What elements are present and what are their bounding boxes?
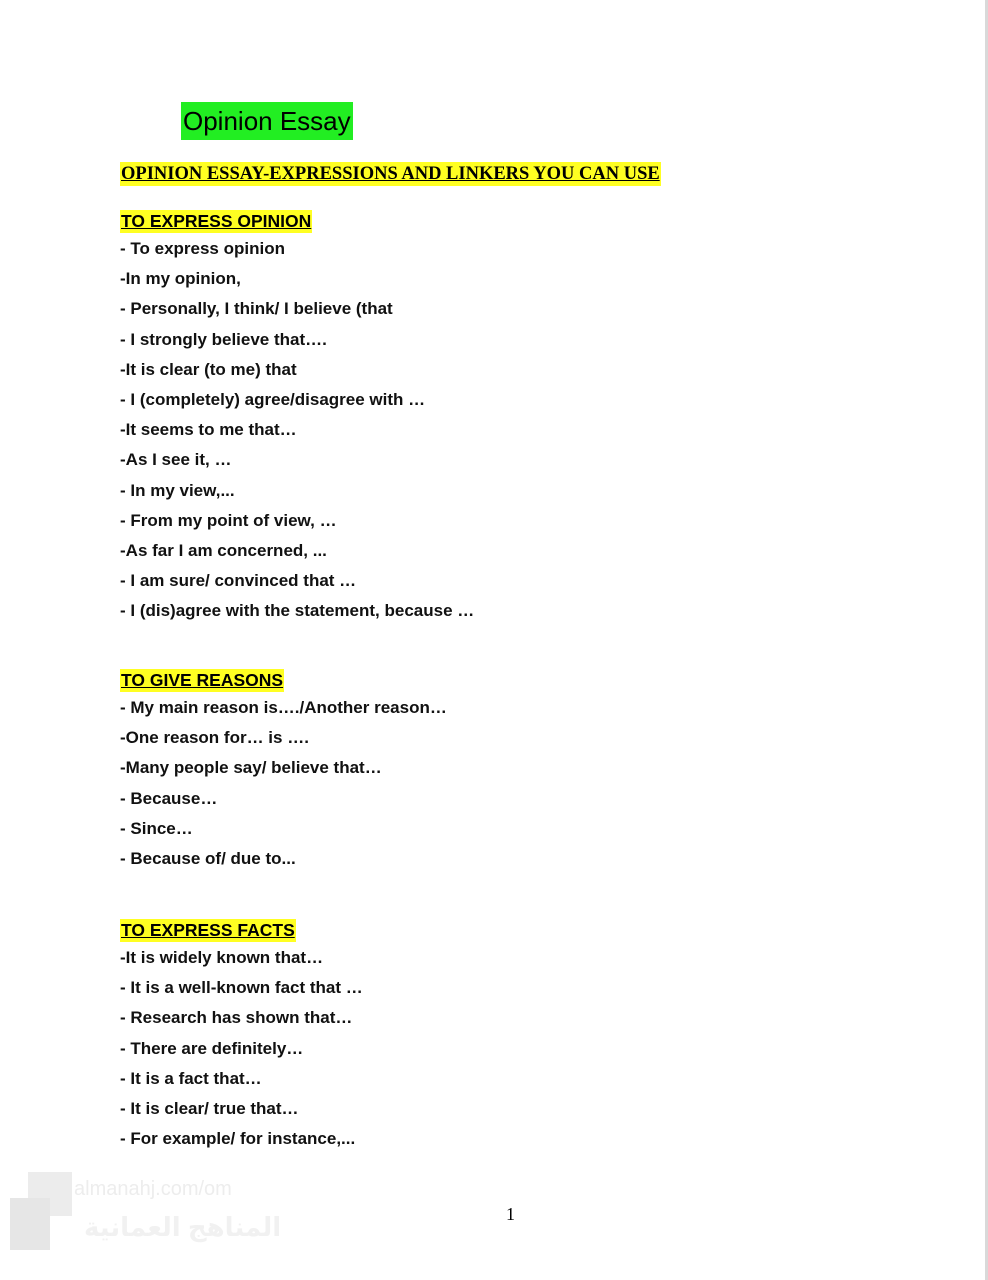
section-heading: TO EXPRESS FACTS xyxy=(121,920,295,940)
watermark-logo-block xyxy=(10,1198,50,1250)
section-express-opinion xyxy=(120,210,474,626)
section-heading: TO GIVE REASONS xyxy=(121,670,284,690)
list-item: -It is clear (to me) that xyxy=(120,359,297,379)
list-item: -In my opinion, xyxy=(120,269,241,289)
page-number: 1 xyxy=(506,1204,515,1224)
list-item: - From my point of view, … xyxy=(120,510,337,530)
watermark-arabic-text: المناهج العمانية xyxy=(84,1212,282,1242)
list-item: - I (dis)agree with the statement, because … xyxy=(120,601,475,621)
list-item: - I (completely) agree/disagree with … xyxy=(120,389,426,409)
list-item: - Research has shown that… xyxy=(120,1008,353,1028)
phrase-list xyxy=(120,693,447,874)
list-item: - Because of/ due to... xyxy=(120,848,296,868)
list-item: -As I see it, … xyxy=(120,450,232,470)
list-item: -It is widely known that… xyxy=(120,948,324,967)
list-item: - My main reason is…./Another reason… xyxy=(120,698,447,717)
list-item: - There are definitely… xyxy=(120,1038,304,1058)
list-item: -It seems to me that… xyxy=(120,420,297,440)
list-item: - It is a fact that… xyxy=(120,1068,262,1088)
list-item: - To express opinion xyxy=(120,239,285,258)
list-item: - It is a well-known fact that … xyxy=(120,978,363,998)
phrase-list xyxy=(120,234,474,626)
list-item: - I strongly believe that…. xyxy=(120,329,327,349)
list-item: - For example/ for instance,... xyxy=(120,1129,356,1149)
watermark-logo xyxy=(10,1172,72,1250)
section-give-reasons xyxy=(120,669,447,874)
list-item: - Personally, I think/ I believe (that xyxy=(120,299,393,319)
list-item: -One reason for… is …. xyxy=(120,728,309,748)
document-subtitle: OPINION ESSAY-EXPRESSIONS AND LINKERS YOU CAN USE xyxy=(121,164,660,184)
watermark-url: almanahj.com/om xyxy=(74,1178,232,1200)
phrase-list xyxy=(120,943,363,1154)
list-item: - In my view,... xyxy=(120,480,235,500)
list-item: - Because… xyxy=(120,788,218,808)
list-item: - I am sure/ convinced that … xyxy=(120,571,357,591)
document-title: Opinion Essay xyxy=(181,102,353,140)
list-item: - Since… xyxy=(120,818,193,838)
list-item: - It is clear/ true that… xyxy=(120,1098,299,1118)
list-item: -Many people say/ believe that… xyxy=(120,758,382,778)
list-item: -As far I am concerned, ... xyxy=(120,540,327,560)
section-heading: TO EXPRESS OPINION xyxy=(121,211,312,231)
section-express-facts xyxy=(120,919,363,1154)
